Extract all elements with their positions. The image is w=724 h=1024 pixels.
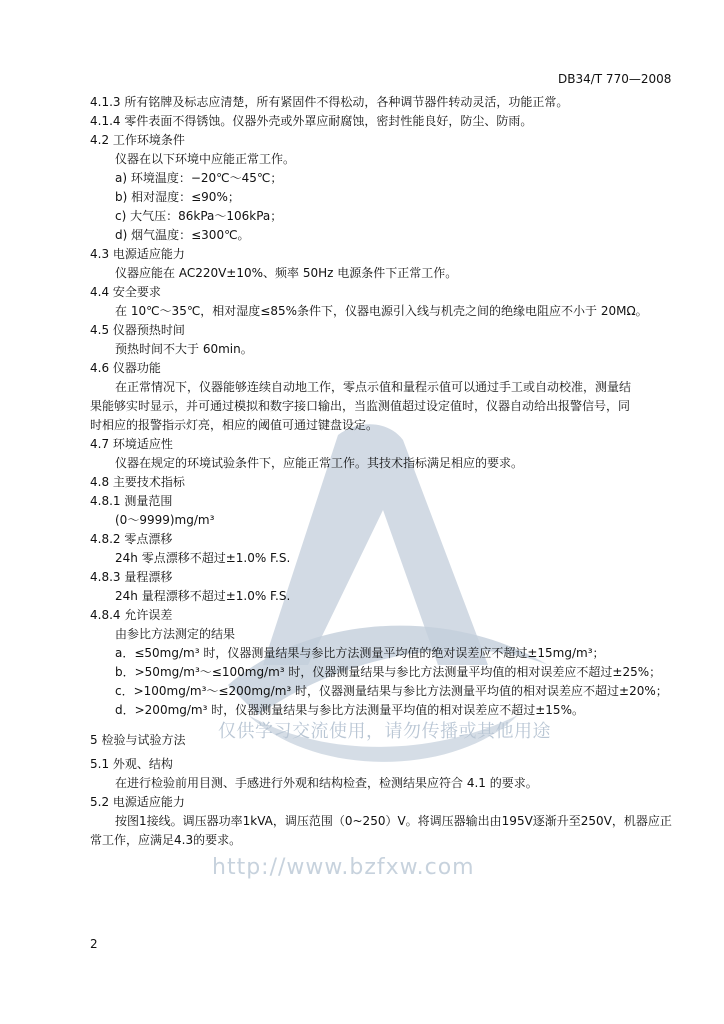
body-text: 24h 量程漂移不超过±1.0% F.S. [115,589,291,603]
body-text: 常工作，应满足4.3的要求。 [90,833,242,847]
body-text: (0～9999)mg/m³ [115,513,215,527]
subsection-heading: 4.8.2 零点漂移 [90,532,173,546]
clause-text: 4.1.4 零件表面不得锈蚀。仪器外壳或外罩应耐腐蚀，密封性能良好，防尘、防雨。 [90,114,533,128]
section-heading: 4.3 电源适应能力 [90,247,185,261]
list-item: c．>100mg/m³～≤200mg/m³ 时，仪器测量结果与参比方法测量平均值的相对误差应不超过±20%； [115,684,668,698]
subsection-heading: 4.8.4 允许误差 [90,608,173,622]
section-heading: 4.2 工作环境条件 [90,133,185,147]
clause-text: 4.1.3 所有铭牌及标志应清楚，所有紧固件不得松动，各种调节器件转动灵活，功能正常。 [90,95,569,109]
body-text: 时相应的报警指示灯亮，相应的阈值可通过键盘设定。 [90,418,379,432]
document-code: DB34/T 770—2008 [558,72,672,86]
body-text: 仪器在以下环境中应能正常工作。 [115,152,296,166]
section-heading: 4.6 仪器功能 [90,361,161,375]
watermark-url: http://www.bzfxw.com [212,855,475,880]
body-text: 按图1接线。调压器功率1kVA，调压范围（0~250）V。将调压器输出由195V逐渐升至250V，机器应正 [115,814,672,828]
body-text: 在 10℃～35℃，相对湿度≤85%条件下，仪器电源引入线与机壳之间的绝缘电阻应不小于 20MΩ。 [115,304,648,318]
subsection-heading: 4.8.3 量程漂移 [90,570,173,584]
body-text: 仪器在规定的环境试验条件下，应能正常工作。其技术指标满足相应的要求。 [115,456,524,470]
section-heading: 4.5 仪器预热时间 [90,323,185,337]
list-item: c) 大气压：86kPa～106kPa； [115,209,283,223]
subsection-heading: 5.1 外观、结构 [90,757,173,771]
subsection-heading: 5.2 电源适应能力 [90,795,185,809]
section-heading: 4.4 安全要求 [90,285,161,299]
body-text: 由参比方法测定的结果 [115,627,236,641]
body-text: 果能够实时显示，并可通过模拟和数字接口输出，当监测值超过设定值时，仪器自动给出报警信号，同 [90,399,631,413]
list-item: b) 相对湿度：≤90%； [115,190,240,204]
body-text: 24h 零点漂移不超过±1.0% F.S. [115,551,291,565]
subsection-heading: 4.8.1 测量范围 [90,494,173,508]
body-text: 仪器应能在 AC220V±10%、频率 50Hz 电源条件下正常工作。 [115,266,458,280]
list-item: b．>50mg/m³～≤100mg/m³ 时，仪器测量结果与参比方法测量平均值的相对误差应不超过±25%； [115,665,662,679]
section-heading: 4.7 环境适应性 [90,437,173,451]
list-item: a．≤50mg/m³ 时，仪器测量结果与参比方法测量平均值的绝对误差应不超过±15mg/m³； [115,646,605,660]
body-text: 在正常情况下，仪器能够连续自动地工作，零点示值和量程示值可以通过手工或自动校准，测量结 [115,380,632,394]
list-item: d) 烟气温度：≤300℃。 [115,228,250,242]
list-item: d．>200mg/m³ 时，仪器测量结果与参比方法测量平均值的相对误差应不超过±15%。 [115,703,584,717]
watermark-text: 仅供学习交流使用，请勿传播或其他用途 [218,721,551,742]
list-item: a) 环境温度：−20℃～45℃； [115,171,283,185]
body-text: 在进行检验前用目测、手感进行外观和结构检查，检测结果应符合 4.1 的要求。 [115,776,538,790]
section-heading: 4.8 主要技术指标 [90,475,185,489]
body-text: 预热时间不大于 60min。 [115,342,253,356]
section-heading: 5 检验与试验方法 [90,733,186,747]
page-number: 2 [90,937,98,951]
